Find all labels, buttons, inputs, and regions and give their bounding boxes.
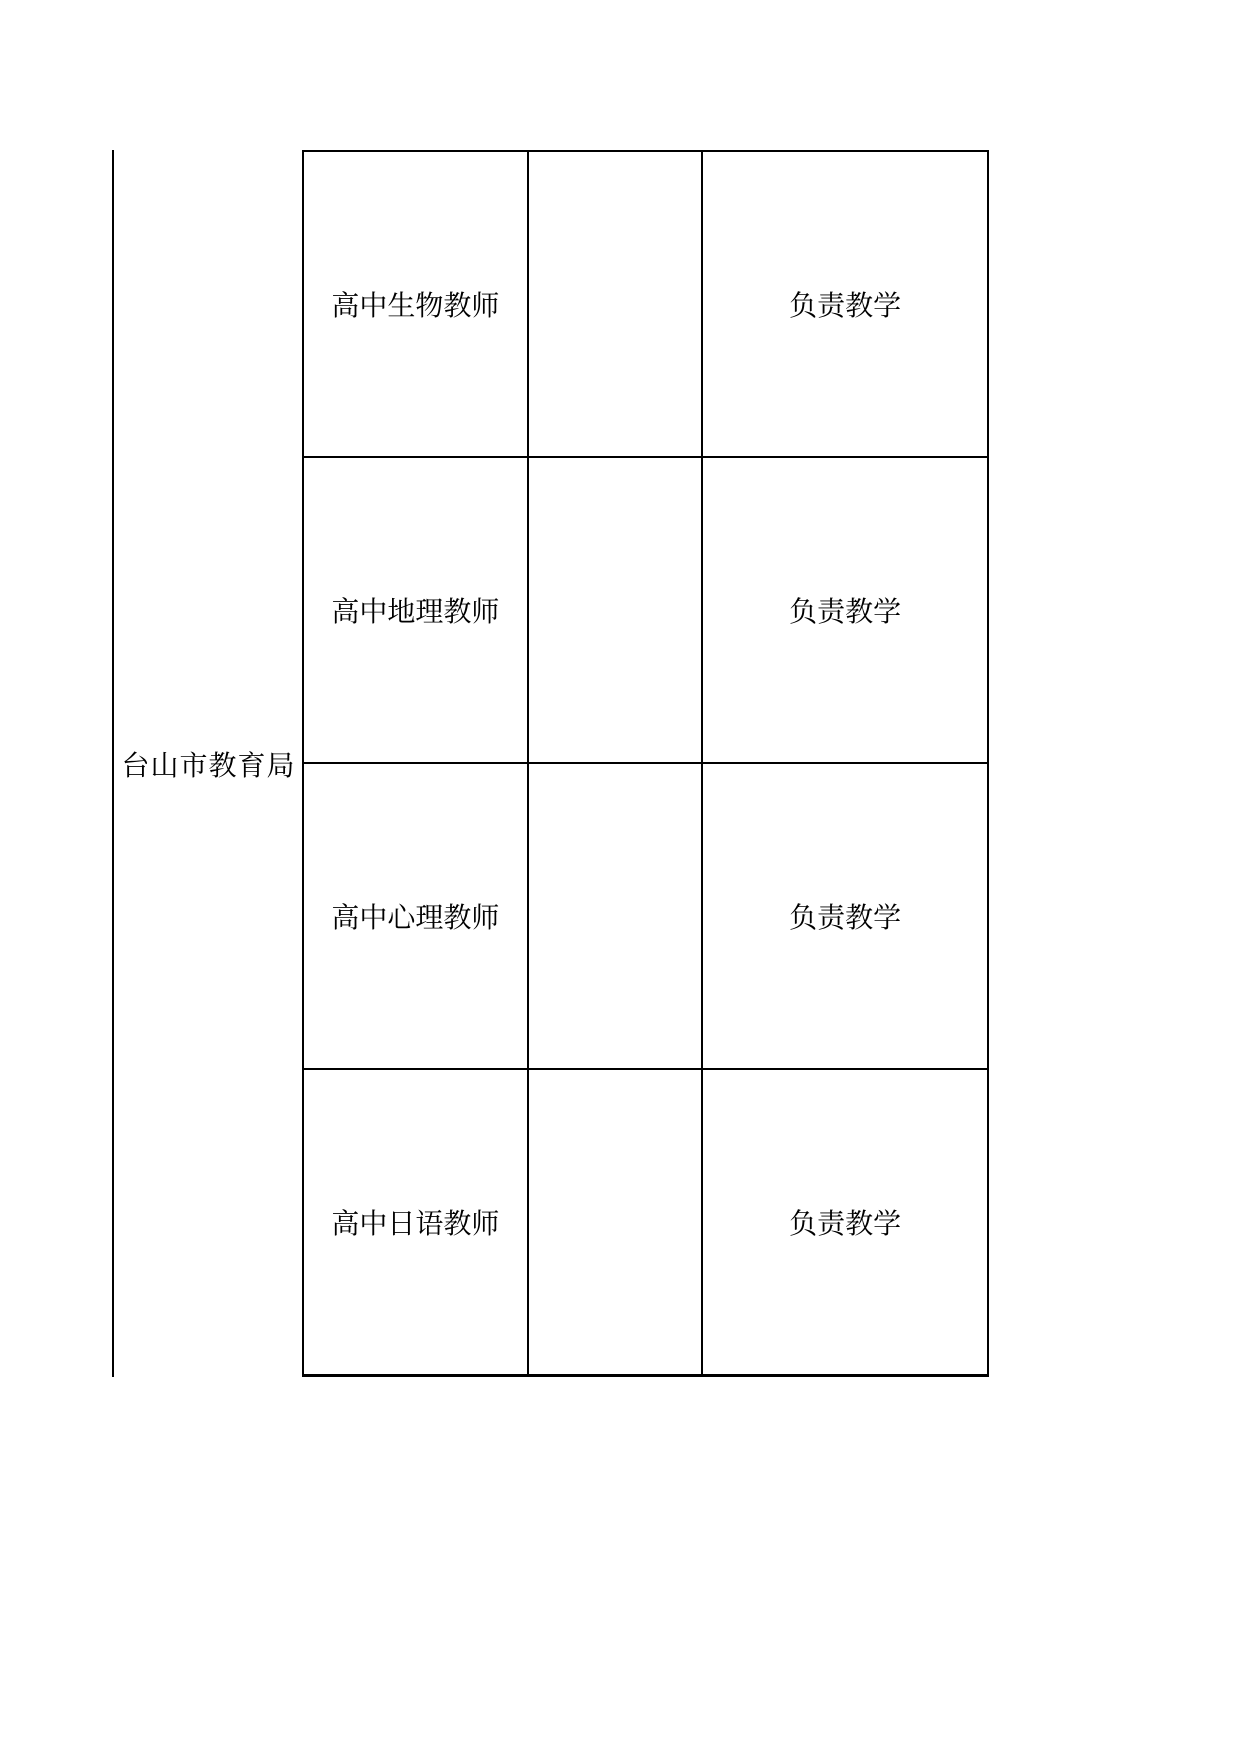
positions-table <box>302 150 989 1377</box>
blank-cell <box>528 763 703 1069</box>
blank-cell <box>528 457 703 763</box>
table-row <box>303 763 988 1069</box>
duty-cell: 负责教学 <box>702 457 988 763</box>
table-row <box>303 1069 988 1376</box>
duty-cell: 负责教学 <box>702 1069 988 1376</box>
position-cell: 高中心理教师 <box>303 763 528 1069</box>
blank-cell <box>528 1069 703 1376</box>
duty-cell: 负责教学 <box>702 763 988 1069</box>
position-cell: 高中日语教师 <box>303 1069 528 1376</box>
blank-cell <box>528 151 703 457</box>
table-row <box>303 457 988 763</box>
position-cell: 高中生物教师 <box>303 151 528 457</box>
unit-cell <box>114 150 303 1377</box>
position-cell: 高中地理教师 <box>303 457 528 763</box>
duty-cell: 负责教学 <box>702 151 988 457</box>
unit-name: 台山市教育局 <box>121 748 296 782</box>
table-row <box>303 151 988 457</box>
